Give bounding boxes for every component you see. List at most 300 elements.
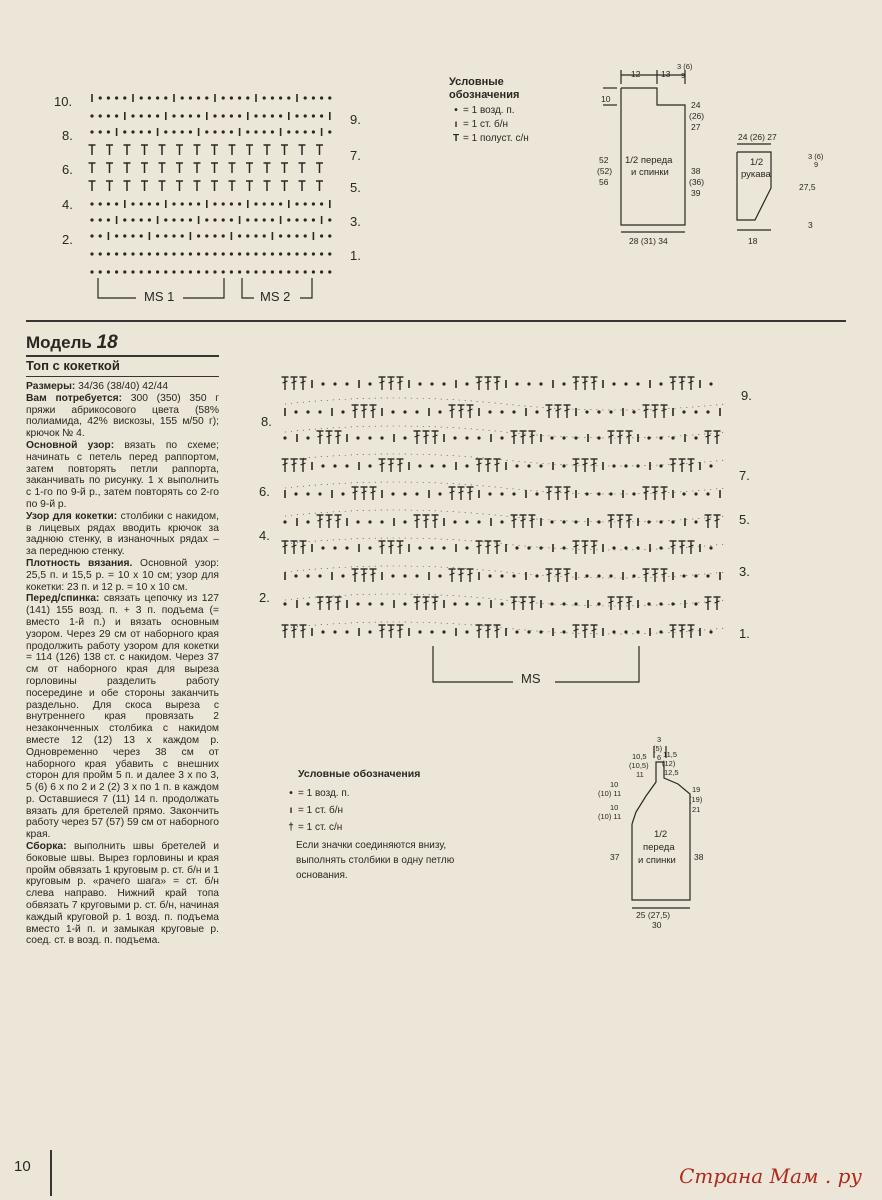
chain-dot: [263, 202, 266, 205]
chain-dot: [341, 492, 344, 495]
assembly-value: выполнить швы бретелей и боковые швы. Вырез горловины и края пройм обвязать 1 круговым р. ст. б/н и 1 круговым р. «рачего шага» = ст. б/н слева направо. Нижний край топа обвязать 7 круговыми р. ст. б/н, начиная каждый круговой р. 1 возд. п. подъема вместо 1-й п. и замыкая круговые р. соед. ст. в возд. п. подъема.: [26, 841, 219, 947]
chain-dot: [197, 234, 200, 237]
chain-dot: [306, 436, 309, 439]
chain-dot: [624, 630, 627, 633]
chain-dot: [320, 114, 323, 117]
chain-dot: [181, 96, 184, 99]
chain-dot: [636, 630, 639, 633]
chain-dot: [107, 202, 110, 205]
s2-top-3: 3: [657, 735, 662, 744]
chain-dot: [341, 574, 344, 577]
chain-dot: [283, 602, 286, 605]
ms1-bracket-right: [183, 278, 224, 298]
chain-dot: [609, 574, 612, 577]
front-label: Перед/спинка:: [26, 593, 100, 605]
chain-dot: [172, 218, 175, 221]
chain-dot: [107, 114, 110, 117]
chain-dot: [140, 270, 143, 273]
ms-label: MS: [521, 671, 541, 686]
chain-dot: [189, 96, 192, 99]
chart2-row-9: 9.: [741, 388, 752, 403]
chain-dot: [562, 464, 565, 467]
chain-dot: [295, 114, 298, 117]
chain-dot: [659, 520, 662, 523]
para-main: [26, 440, 219, 511]
chain-dot: [295, 252, 298, 255]
chain-dot: [709, 464, 712, 467]
chain-dot: [197, 96, 200, 99]
chain-dot: [312, 114, 315, 117]
chain-dot: [230, 218, 233, 221]
chain-dot: [164, 270, 167, 273]
chain-dot: [254, 218, 257, 221]
chart2-row-3: 3.: [739, 564, 750, 579]
chain-dot: [321, 382, 324, 385]
chain-dot: [671, 436, 674, 439]
s2-bottom-1: 25 (27,5): [636, 910, 671, 920]
chain-dot: [205, 218, 208, 221]
chain-dot: [213, 202, 216, 205]
chain-dot: [213, 270, 216, 273]
ms1-bracket-left: [98, 278, 136, 298]
s2-label-1: 1/2: [654, 829, 668, 840]
chain-dot: [140, 130, 143, 133]
legend-main-note: Если значки соединяются внизу, выполнять столбики в одну петлю основания.: [296, 840, 455, 881]
chain-dot: [328, 218, 331, 221]
chain-dot: [512, 492, 515, 495]
para-need: [26, 393, 219, 440]
chain-dot: [562, 630, 565, 633]
para-assembly: [26, 841, 219, 947]
chain-dot: [477, 602, 480, 605]
chain-dot: [222, 234, 225, 237]
chain-dot: [304, 270, 307, 273]
chain-dot: [500, 602, 503, 605]
chart-top: [48, 86, 378, 306]
chain-dot: [181, 218, 184, 221]
chain-dot: [328, 130, 331, 133]
chain-dot: [131, 234, 134, 237]
chain-dot: [222, 130, 225, 133]
chain-dot: [189, 218, 192, 221]
chain-dot: [254, 234, 257, 237]
dim-3-6: 3 (6): [677, 62, 693, 71]
chain-dot: [488, 410, 491, 413]
wave-line: [285, 566, 725, 578]
single-crochet-icon: ı: [454, 119, 458, 130]
s2-12: (12): [662, 759, 676, 768]
ms-bracket-left: [433, 646, 513, 682]
s2-top-6: 6: [657, 753, 662, 762]
chain-dot: [172, 114, 175, 117]
chain-dot: [90, 252, 93, 255]
chain-dot: [368, 382, 371, 385]
chain-dot: [263, 114, 266, 117]
s2-top-5: (5): [653, 744, 663, 753]
chain-dot: [368, 520, 371, 523]
chain-dot: [597, 410, 600, 413]
front-back-label-2: и спинки: [631, 167, 669, 178]
chain-dot: [279, 96, 282, 99]
chain-dot: [99, 202, 102, 205]
chain-dot: [465, 520, 468, 523]
chain-dot: [238, 234, 241, 237]
chain-dot: [123, 218, 126, 221]
legend-top: [449, 76, 589, 146]
chart2-row-7: 7.: [739, 468, 750, 483]
chain-dot: [148, 202, 151, 205]
chain-dot: [213, 114, 216, 117]
dim-9: 9: [681, 71, 686, 80]
page-number: 10: [14, 1158, 31, 1175]
chain-dot: [465, 436, 468, 439]
dim-bottom-front: 28 (31) 34: [629, 236, 668, 246]
chain-dot: [279, 252, 282, 255]
chain-dot: [512, 410, 515, 413]
chain-dot: [312, 218, 315, 221]
chain-dot: [632, 574, 635, 577]
chart1-row-10: 10.: [54, 94, 73, 109]
chain-dot: [99, 270, 102, 273]
dim-26: (26): [689, 111, 705, 121]
chain-dot: [246, 218, 249, 221]
chart1-row-6: 6.: [62, 162, 73, 177]
chain-dot: [304, 252, 307, 255]
ms-bracket-right: [555, 646, 639, 682]
single-crochet-icon-2: ı: [289, 805, 293, 816]
chain-dot: [189, 252, 192, 255]
chain-dot: [320, 270, 323, 273]
chain-dot: [148, 218, 151, 221]
half-double-crochet-icon: T: [452, 133, 460, 144]
chain-dot: [403, 574, 406, 577]
chain-dot: [181, 130, 184, 133]
chain-dot: [172, 252, 175, 255]
chain-dot: [612, 382, 615, 385]
chain-dot: [222, 218, 225, 221]
chain-dot: [140, 202, 143, 205]
chain-dot: [238, 202, 241, 205]
chain-dot: [430, 464, 433, 467]
schematic-top: [595, 60, 835, 250]
chain-dot: [295, 218, 298, 221]
sleeve-bottom: 18: [748, 236, 758, 246]
sleeve-9: 9: [814, 160, 819, 169]
chain-dot: [115, 270, 118, 273]
chain-dot: [585, 574, 588, 577]
chain-dot: [271, 202, 274, 205]
chain-dot: [694, 602, 697, 605]
ms2-bracket-left: [242, 278, 254, 298]
chain-dot: [213, 252, 216, 255]
chain-dot: [164, 96, 167, 99]
chain-dot: [465, 630, 468, 633]
chain-dot: [287, 252, 290, 255]
chain-dot: [230, 270, 233, 273]
chain-dot: [197, 114, 200, 117]
chain-dot: [345, 464, 348, 467]
para-sizes: [26, 381, 219, 393]
chain-dot: [222, 270, 225, 273]
chain-dot: [632, 410, 635, 413]
chain-dot: [418, 630, 421, 633]
legend-top-hdc-text: = 1 полуст. с/н: [463, 133, 529, 144]
chain-dot: [488, 492, 491, 495]
chain-dot: [140, 252, 143, 255]
footer-rule: [50, 1150, 52, 1196]
sizes-label: Размеры:: [26, 381, 76, 392]
chain-dot: [574, 520, 577, 523]
chain-dot: [403, 436, 406, 439]
chain-dot: [287, 270, 290, 273]
dim-56: 56: [599, 177, 609, 187]
chain-dot: [295, 270, 298, 273]
chain-dot: [562, 602, 565, 605]
dim-13: 13: [661, 69, 671, 79]
chain-dot: [415, 410, 418, 413]
chain-dot: [535, 492, 538, 495]
chain-dot: [238, 96, 241, 99]
chain-dot: [442, 464, 445, 467]
chart1-row-3: 3.: [350, 214, 361, 229]
chain-dot: [356, 436, 359, 439]
chain-dot: [123, 130, 126, 133]
chain-dot: [333, 546, 336, 549]
sizes-value: 34/36 (38/40) 42/44: [75, 381, 169, 392]
legend-top-sc: [449, 118, 589, 132]
schematic-main: [596, 732, 736, 932]
chain-dot: [283, 520, 286, 523]
s2-l-10: 10: [610, 780, 619, 789]
chain-dot: [205, 252, 208, 255]
watermark: Страна Мам . ру: [679, 1164, 862, 1188]
chain-dot: [304, 96, 307, 99]
chain-dot: [709, 382, 712, 385]
instructions: [26, 381, 219, 947]
chain-dot: [356, 602, 359, 605]
chain-dot: [156, 252, 159, 255]
chain-dot: [515, 382, 518, 385]
chain-dot: [671, 602, 674, 605]
chain-dot: [263, 234, 266, 237]
chain-dot: [246, 234, 249, 237]
chain-dot: [438, 574, 441, 577]
chart2-row-6: 6.: [259, 484, 270, 499]
dim-39: 39: [691, 188, 701, 198]
chain-dot: [140, 218, 143, 221]
wave-line: [285, 622, 725, 634]
chain-dot: [131, 270, 134, 273]
chain-dot: [306, 602, 309, 605]
legend-top-chain: [449, 104, 589, 118]
para-front: [26, 593, 219, 841]
chart-main: [255, 372, 765, 692]
wave-line: [285, 454, 725, 466]
chain-dot: [90, 234, 93, 237]
chain-dot: [164, 130, 167, 133]
chain-dot: [164, 252, 167, 255]
dim-12: 12: [631, 69, 641, 79]
chain-dot: [90, 270, 93, 273]
chain-dot: [156, 202, 159, 205]
chain-dot: [647, 520, 650, 523]
chain-dot: [254, 202, 257, 205]
legend-main-sc-text: = 1 ст. б/н: [298, 805, 344, 816]
chain-dot: [527, 630, 530, 633]
chain-stitch-icon-2: •: [289, 788, 293, 799]
yoke-value: столбики с накидом, в лицевых рядах вводить крючок за заднюю стенку, в изнаночных рядах – за переднюю стенку.: [26, 510, 219, 558]
ms1-label: MS 1: [144, 289, 175, 304]
s2-label-3: и спинки: [638, 855, 676, 866]
chain-dot: [213, 130, 216, 133]
assembly-label: Сборка:: [26, 841, 67, 853]
chain-dot: [368, 630, 371, 633]
chain-dot: [430, 630, 433, 633]
chain-dot: [304, 114, 307, 117]
chain-dot: [99, 114, 102, 117]
chain-dot: [453, 520, 456, 523]
chart-main-symbols: [255, 372, 765, 692]
legend-top-sc-text: = 1 ст. б/н: [463, 119, 509, 130]
chain-dot: [356, 520, 359, 523]
chain-dot: [164, 234, 167, 237]
chain-dot: [304, 218, 307, 221]
chain-dot: [205, 234, 208, 237]
chain-dot: [99, 234, 102, 237]
chain-dot: [345, 382, 348, 385]
density-label: Плотность вязания.: [26, 557, 133, 569]
chain-dot: [107, 270, 110, 273]
main-pattern-label: Основной узор:: [26, 439, 115, 451]
chain-dot: [222, 202, 225, 205]
chain-dot: [312, 252, 315, 255]
chain-dot: [271, 96, 274, 99]
chain-dot: [442, 630, 445, 633]
chain-dot: [205, 130, 208, 133]
chain-dot: [403, 602, 406, 605]
chain-dot: [328, 234, 331, 237]
s2-l-10b: (10) 11: [598, 789, 622, 798]
chain-dot: [279, 202, 282, 205]
chain-dot: [430, 382, 433, 385]
s2-r-19b: (19): [689, 795, 703, 804]
chain-dot: [213, 218, 216, 221]
chain-dot: [709, 546, 712, 549]
chain-dot: [527, 464, 530, 467]
chain-dot: [636, 382, 639, 385]
legend-main-dc-text: = 1 ст. с/н: [298, 822, 343, 833]
chain-dot: [304, 130, 307, 133]
chain-dot: [287, 130, 290, 133]
chain-dot: [271, 218, 274, 221]
chain-dot: [418, 546, 421, 549]
chain-dot: [709, 630, 712, 633]
need-value: 300 (350) 350 г пряжи абрикосового цвета (58% полиамида, 42% вискозы, 155 м/50 г); крючок № 4.: [26, 392, 219, 440]
chain-dot: [562, 520, 565, 523]
chart1-row-1: 1.: [350, 248, 361, 263]
chain-dot: [515, 464, 518, 467]
para-yoke: [26, 511, 219, 558]
chain-dot: [647, 436, 650, 439]
chain-dot: [99, 252, 102, 255]
wave-line: [285, 538, 725, 550]
chain-dot: [368, 546, 371, 549]
chain-dot: [706, 574, 709, 577]
chain-dot: [148, 96, 151, 99]
chain-dot: [189, 130, 192, 133]
chain-dot: [115, 202, 118, 205]
chain-dot: [263, 130, 266, 133]
chain-dot: [453, 602, 456, 605]
chain-dot: [527, 382, 530, 385]
chain-dot: [304, 234, 307, 237]
chain-dot: [318, 574, 321, 577]
need-label: Вам потребуется:: [26, 392, 123, 404]
chain-dot: [539, 630, 542, 633]
chain-dot: [263, 218, 266, 221]
chain-dot: [500, 574, 503, 577]
chain-dot: [380, 436, 383, 439]
chain-dot: [246, 96, 249, 99]
chain-dot: [500, 410, 503, 413]
chain-dot: [172, 202, 175, 205]
chain-dot: [172, 130, 175, 133]
wave-line: [285, 594, 725, 606]
dim-36: (36): [689, 177, 705, 187]
chain-dot: [430, 546, 433, 549]
chain-dot: [624, 382, 627, 385]
chain-dot: [181, 234, 184, 237]
chain-dot: [418, 464, 421, 467]
chain-dot: [659, 382, 662, 385]
double-crochet-icon: †: [288, 822, 294, 833]
chain-dot: [515, 546, 518, 549]
chain-dot: [238, 252, 241, 255]
chain-dot: [99, 96, 102, 99]
s2-11: 11: [636, 770, 644, 779]
chain-dot: [148, 114, 151, 117]
chart1-row-5: 5.: [350, 180, 361, 195]
chain-dot: [562, 436, 565, 439]
chain-dot: [197, 270, 200, 273]
chain-dot: [131, 218, 134, 221]
legend-main-chain-text: = 1 возд. п.: [298, 788, 350, 799]
chain-dot: [172, 270, 175, 273]
chain-dot: [271, 114, 274, 117]
legend-main-dc: [284, 821, 484, 835]
chain-dot: [597, 436, 600, 439]
chain-dot: [246, 252, 249, 255]
chain-stitch-icon: •: [454, 105, 458, 116]
chain-dot: [391, 410, 394, 413]
legend-main-title: Условные обозначения: [298, 768, 421, 780]
chart1-row-8: 8.: [62, 128, 73, 143]
chain-dot: [115, 96, 118, 99]
chain-dot: [172, 234, 175, 237]
chain-dot: [321, 546, 324, 549]
chain-dot: [328, 270, 331, 273]
chain-dot: [189, 114, 192, 117]
chain-dot: [306, 520, 309, 523]
chart1-row-2: 2.: [62, 232, 73, 247]
chain-dot: [148, 130, 151, 133]
chain-dot: [391, 492, 394, 495]
legend-top-chain-text: = 1 возд. п.: [463, 105, 515, 116]
chain-dot: [312, 270, 315, 273]
chart1-row-7: 7.: [350, 148, 361, 163]
s2-12-5: 12,5: [664, 768, 679, 777]
chain-dot: [230, 252, 233, 255]
